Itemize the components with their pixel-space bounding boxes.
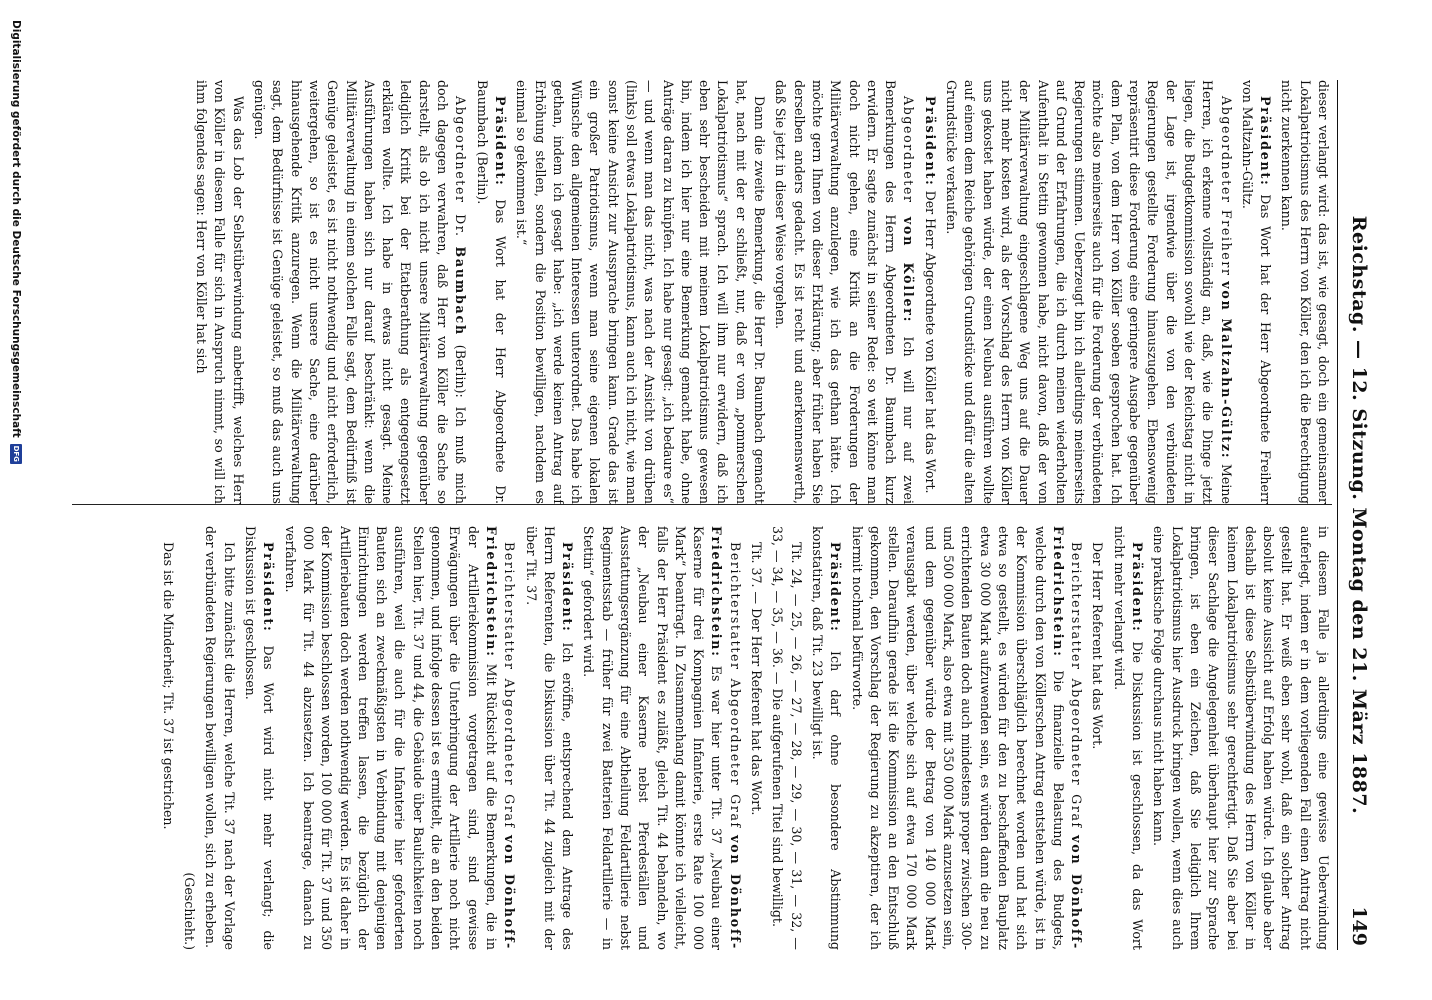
speaker-name: Präsident: <box>560 542 576 633</box>
right-column <box>72 526 1332 950</box>
speech-text: Das Wort hat der Herr Abgeordnete Freiherr von Maltzahn-Gültz. <box>1239 80 1274 504</box>
paragraph: Der Herr Referent hat das Wort. <box>1090 542 1106 750</box>
left-column <box>72 80 1332 504</box>
speaker-intro: Abgeordneter Dr. <box>453 96 469 238</box>
paragraph: Ich bitte zunächst die Herren, welche Tit. 37 nach der Vorlage der verbündeten Regierungen bewilligen wollen, sich zu erheben. <box>203 526 237 950</box>
paragraph <box>1238 80 1275 504</box>
speech-text: (Berlin): Ich muß mich doch dagegen verwahren, daß Herr von Köller die Sache so darstellt, als ob ich nicht unsere Militärverwaltung gegenüber lediglich Kritik bei der Etatberathung als entgegengesetzt erklären wollte. Ich habe in etwas nicht gesagt. Meine Ausführungen haben sich nur darauf beschränkt: wenn die Militärverwaltung in einem solchen Falle sagt, dem Bedürfniß ist Genüge geleistet, es ist nicht nothwendig und nicht erforderlich, weitergehen, so ist es nicht unsere Sache, eine darüber hinausgehende Kritik anzuregen. Wenn die Militärverwaltung sagt, dem Bedürfnisse ist Genüge geleistet, so muß das auch uns genügen. <box>252 80 469 504</box>
speaker-intro: Abgeordneter Freiherr <box>1218 96 1234 277</box>
dfg-logo-icon: DFG <box>12 445 20 462</box>
credit-text: Digitalisierung gefördert durch die Deutsche Forschungsgemeinschaft <box>10 20 22 438</box>
paragraph <box>1109 526 1146 950</box>
speech-text: Der Herr Abgeordnete von Köller hat das Wort. <box>922 190 938 494</box>
paragraph <box>241 526 278 950</box>
running-header <box>1337 80 1372 950</box>
speech-text: Ich will nur auf zwei Bemerkungen des Herrn Abgeordneten Dr. Baumbach kurz erwidern. Er sagte zunächst in seiner Rede: so weit könne man doch nicht gehen, eine Kritik an die Forderungen der Militärverwaltung anzulegen, wie ich das gethan hätte. Ich möchte gern Ihnen von dieser Erklärung; aber früher haben Sie derselben anders gedacht. Es ist recht und anerkennenswerth, daß Sie jetzt in dieser Weise vorgehen. <box>773 80 917 504</box>
speech-text: Die Diskussion ist geschlossen, da das Wort nicht mehr verlangt wird. <box>1111 526 1146 950</box>
speaker-name: von Dönhoff-Friedrichstein: <box>709 526 743 950</box>
speech-text: Es war hier unter Tit. 37 „Neubau einer Kaserne für drei Kompagnien Infanterie, erste Rate 100 000 Mark“ beantragt. In Zusammenhang damit könnte ich vielleicht, falls der Herr Präsident es zuläßt, gleich Tit. 44 behandeln, wo der „Neubau einer Kaserne nebst Pferdeställen und Ausstattungsergänzung für eine Abtheilung Feldartillerie nebst Regimentsstab — früher für zwei Batterien Feldartillerie — in Stettin“ gefordert wird. <box>581 526 725 950</box>
paragraph <box>521 526 576 950</box>
page-title: Reichstag. — 12. Sitzung. Montag den 21. März 1887. <box>1348 215 1370 815</box>
paragraph: dieser verlangt wird: das ist, wie gesagt, doch ein gemeinsamer Lokalpatriotismus des Herrn von Köller, den ich die Berechtigung nicht zuerkennen kann. <box>1279 80 1331 504</box>
speaker-name: von Maltzahn-Gültz: <box>1218 281 1234 460</box>
speech-text: Meine Herren, ich erkenne vollständig an, daß, wie die Dinge jetzt liegen, die Budgetkommission sowohl wie der Reichstag nicht in der Lage ist, irgendwie über die von den verbündeten Regierungen gestellte Forderung hinauszugehen. Ebensowenig repräsentirt diese Forderung eine geringere Ausgabe gegenüber dem Plan, von dem Herr von Köller soeben gesprochen hat. Ich möchte also meinerseits auch für die Forderung der verbündeten Regierungen stimmen. Ueberzeugt bin ich allerdings meinerseits auf Grund der Erfahrungen, die ich durch meinen wiederholten Aufenthalt in Stettin gewonnen habe, nicht davon, daß der von der Militärverwaltung eingeschlagene Weg uns auf die Dauer nicht mehr kosten wird, als der Vorschlag des Herrn von Köller uns gekostet haben würde, der einen Neubau ausführen wollte auf einem dem Reiche gehörigen Grundstücke und dafür die alten Grundstücke verkaufen. <box>944 80 1234 504</box>
paragraph: Das ist die Minderheit; Tit. 37 ist gestrichen. <box>160 542 176 830</box>
speaker-name: Präsident: <box>922 96 938 187</box>
speaker-name: von Dönhoff-Friedrichstein: <box>1050 526 1085 950</box>
speaker-name: von Dönhoff-Friedrichstein: <box>483 526 518 950</box>
digitization-credit <box>10 20 22 980</box>
paragraph <box>942 80 1235 504</box>
stage-direction: (Geschieht.) <box>182 872 198 950</box>
paragraph <box>771 80 917 504</box>
speech-text: Ich eröffne, entsprechend dem Antrage des Herrn Referenten, die Diskussion über Tit. 44 zugleich mit der über Tit. 37. <box>523 526 576 950</box>
paragraph: Tit. 24, — 25, — 26, — 27, — 28, — 29, — 30, — 31, — 32, — 33, — 34, — 35, — 36. — Die aufgerufenen Titel sind bewilligt. <box>770 526 804 950</box>
paragraph <box>579 526 744 950</box>
page-number: 149 <box>1348 906 1370 946</box>
speech-text: Die finanzielle Belastung des Budgets, welche durch den von Köllerschen Antrag entstehen würde, ist in der Kommission überschläglich berechnet worden und hat sich etwa so gestellt, es würden für den zu beschaffenden Bauplatz etwa 30 000 Mark aufzuwenden sein, es würden dann die neu zu errichtenden Bauten doch auch mindestens proper zwischen 300- und 500 000 Mark, also etwa mit 350 000 Mark anzusetzen sein, und dem gegenüber würde der Betrag von 140 000 Mark verausgabt werden, über welche sich auf etwa 170 000 Mark stellen. Daraufhin gerade ist die Kommission an den Entschluß gekommen, den Vorschlag der Regierung zu akzeptiren, der ich hiermit nochmal befürworte. <box>849 526 1066 950</box>
paragraph: Tit. 37. — Der Herr Referent hat das Wort. <box>749 542 765 816</box>
speech-text: Mit Rücksicht auf die Bemerkungen, die in der Artilleriekommission vorgetragen sind, sind gewisse Erwägungen über die Unterbringung der Artillerie noch nicht genommen, und infolge dessen ist es ermittelt, die an den beiden Stellen hier, Tit. 37 und 44, die Gebäude über Baulichkeiten noch ausführen, weil die auch für die Infanterie hier geforderten Bauten sich an zweckmäßigsten in Verbindung mit denjenigen Einrichtungen werden treffen lassen, die bezüglich der Artilleriebauten doch werden nothwendig werden. Es ist daher in der Kommission beschlossen worden, 100 000 für Tit. 37 und 350 000 Mark für Tit. 44 abzusetzen. Ich beantrage, danach zu verfahren. <box>282 526 499 950</box>
text-columns <box>72 80 1332 950</box>
speaker-name: Baumbach <box>453 246 469 336</box>
paragraph: in diesem Falle ja allerdings eine gewisse Ueberwindung auferlegt, indem er in dem vorliegenden Fall einen Antrag nicht gestellt hat. Er weiß eben sehr wohl, daß ein solcher Antrag absolut keine Aussicht auf Erfolg haben würde. Ich glaube aber deshalb ist diese Selbstüberwindung des Herrn von Köller in keinem Lokalpatriotismus sehr gerechtfertigt. Daß Sie aber bei dieser Sachlage die Angelegenheit überhaupt hier zur Sprache bringen, ist eben ein Zeichen, daß Sie lediglich Ihrem Lokalpatriotismus hier Ausdruck bringen wollen, wenn dies auch eine praktische Folge durchaus nicht haben kann. <box>1151 526 1331 950</box>
paragraph: Was das Lob der Selbstüberwindung anbetrifft, welches Herr von Köller in diesem Falle für sich in Anspruch nimmt, so will ich ihm folgendes sagen: Herr von Köller hat sich <box>194 80 246 504</box>
paragraph <box>920 80 938 504</box>
speaker-intro: Abgeordneter <box>901 96 917 204</box>
speaker-name: Präsident: <box>492 96 508 187</box>
paragraph <box>847 526 1085 950</box>
speaker-name: Präsident: <box>261 542 277 633</box>
paragraph <box>280 526 518 950</box>
paragraph: Dann die zweite Bemerkung, die Herr Dr. Baumbach gemacht hat, nach mit der er schließt, nur, daß er vom „pommerschen Lokalpatriotismus“ sprach. Ich will ihm nur erwidern, daß ich eben sehr bescheiden mit meinem Lokalpatriotismus gewesen bin, indem ich hier nur eine Bemerkung gemacht habe, ohne Anträge daran zu knüpfen. Ich habe nur gesagt: „ich bedaure es“ — und wenn man das nicht, was nach der Ansicht von drüben (links) soll etwas Lokalpatriotismus, kann auch ich nicht, wie man sonst keine Ansicht zur Aussprache bringen kann. Grade das ist ein großer Patriotismus, wenn man seine eigenen lokalen Wünsche den allgemeinen Interessen unterordnet. Das habe ich gethan, indem ich gesagt habe: „ich werde keinen Antrag auf Erhöhung stellen, sondern die Position bewilligen, nachdem es einmal so gekommen ist.“ <box>514 80 768 504</box>
paragraph <box>250 80 470 504</box>
speech-text: Das Wort hat der Herr Abgeordnete Dr. Baumbach (Berlin). <box>474 80 508 504</box>
speaker-name: Präsident: <box>828 542 844 633</box>
speech-text: Das Wort wird nicht mehr verlangt; die Diskussion ist geschlossen. <box>243 526 277 950</box>
speaker-name: von Köller: <box>901 216 917 324</box>
speaker-name: Präsident: <box>1258 96 1274 187</box>
speaker-intro: Berichterstatter Abgeordneter Graf <box>502 542 518 829</box>
speaker-intro: Berichterstatter Abgeordneter Graf <box>1069 542 1085 829</box>
paragraph <box>472 80 509 504</box>
speaker-intro: Berichterstatter Abgeordneter Graf <box>727 542 743 829</box>
speaker-name: Präsident: <box>1130 542 1146 633</box>
speech-text: Ich darf ohne besondere Abstimmung konstatiren, daß Tit. 23 bewilligt ist. <box>809 526 844 950</box>
paragraph <box>808 526 845 950</box>
